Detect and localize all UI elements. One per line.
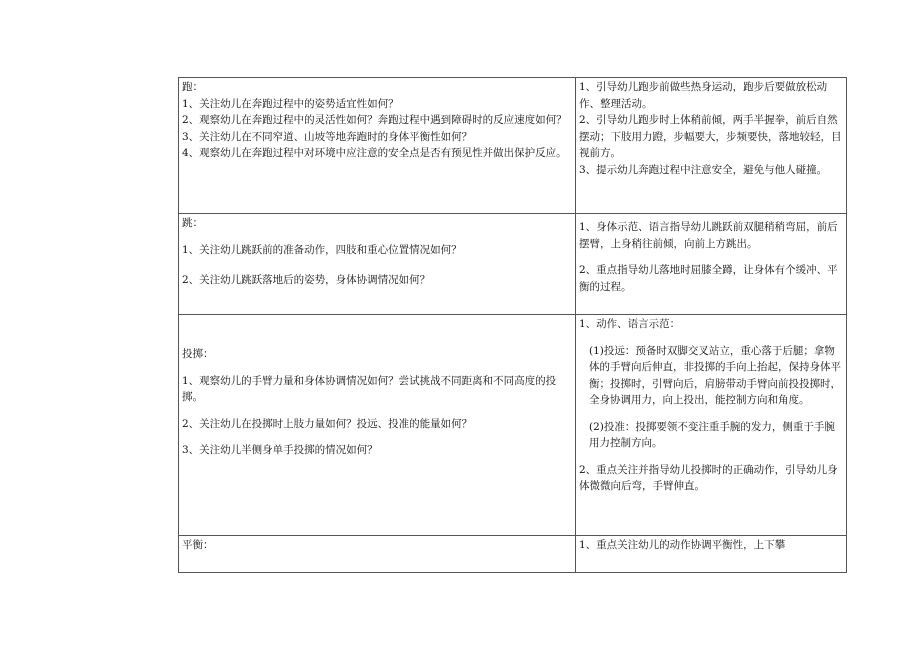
balance-guide-cell	[576, 536, 847, 573]
throw-guide-cell	[576, 315, 847, 536]
throw-guide-item: (2)投准：投掷要领不变注重手腕的发力，侧重于手腕用力控制方向。	[589, 420, 835, 449]
balance-title: 平衡：	[182, 539, 214, 551]
balance-guide-item: 1、重点关注幼儿的动作协调平衡性，上下攀	[579, 539, 786, 551]
jump-guide-cell	[576, 214, 847, 315]
throw-observe-item: 1、观察幼儿的手臂力量和身体协调情况如何？尝试挑战不同距离和不同高度的投掷。	[182, 374, 557, 403]
balance-observe-cell	[179, 536, 576, 573]
jump-title: 跳：	[182, 217, 203, 229]
run-guide-item: 3、提示幼儿奔跑过程中注意安全，避免与他人碰撞。	[579, 163, 828, 176]
row-throw	[179, 315, 847, 536]
throw-title: 投掷：	[182, 348, 214, 360]
run-observe-item: 2、观察幼儿在奔跑过程中的灵活性如何？奔跑过程中遇到障碍时的反应速度如何？	[182, 114, 567, 126]
throw-observe-item: 2、关注幼儿在投掷时上肢力量如何？投远、投准的能量如何？	[182, 417, 473, 430]
run-observe-item: 4、观察幼儿在奔跑过程中对环境中应注意的安全点是否有预见性并做出保护反应。	[182, 147, 567, 159]
throw-observe-cell	[179, 315, 576, 536]
throw-observe-item: 3、关注幼儿半侧身单手投掷的情况如何？	[182, 444, 378, 456]
run-guide-item: 1、引导幼儿跑步前做些热身运动，跑步后要做放松动作、整理活动。	[579, 81, 828, 110]
row-balance	[179, 536, 847, 573]
throw-guide-item: (1)投远：预备时双脚交叉站立，重心落于后腿；拿物体的手臂向后伸直，非投掷的手向上抬起，保持身体平衡；投掷时，引臂向后，肩膀带动手臂向前投投掷时，全身协调用力，向上投出，能控制方向和角度。	[589, 344, 841, 406]
jump-observe-item: 1、关注幼儿跳跃前的准备动作，四肢和重心位置情况如何？	[182, 243, 462, 256]
throw-guide-item: 2、重点关注并指导幼儿投掷时的正确动作，引导幼儿身体微微向后弯，手臂伸直。	[579, 463, 838, 492]
run-title: 跑：	[182, 81, 203, 93]
jump-guide-item: 1、身体示范、语言指导幼儿跳跃前双腿稍稍弯屈，前后摆臂，上身稍往前倾，向前上方跳出。	[579, 221, 838, 250]
run-observe-item: 3、关注幼儿在不同窄道、山坡等地奔跑时的身体平衡性如何？	[182, 130, 473, 143]
run-guide-cell	[576, 78, 847, 214]
run-observe-cell	[179, 78, 576, 214]
jump-observe-item: 2、关注幼儿跳跃落地后的姿势，身体协调情况如何？	[182, 274, 431, 286]
jump-observe-cell	[179, 214, 576, 315]
throw-guide-item: 1、动作、语言示范：	[579, 318, 681, 330]
run-guide-item: 2、引导幼儿跑步时上体稍前倾，两手半握拳，前后自然摆动；下肢用力蹬，步幅要大，步频要快，落地较轻，目视前方。	[579, 114, 842, 159]
activity-table	[178, 77, 847, 573]
row-run	[179, 78, 847, 214]
row-jump	[179, 214, 847, 315]
run-observe-item: 1、关注幼儿在奔跑过程中的姿势适宜性如何？	[182, 97, 399, 110]
jump-guide-item: 2、重点指导幼儿落地时屈膝全蹲，让身体有个缓冲、平衡的过程。	[579, 264, 838, 293]
